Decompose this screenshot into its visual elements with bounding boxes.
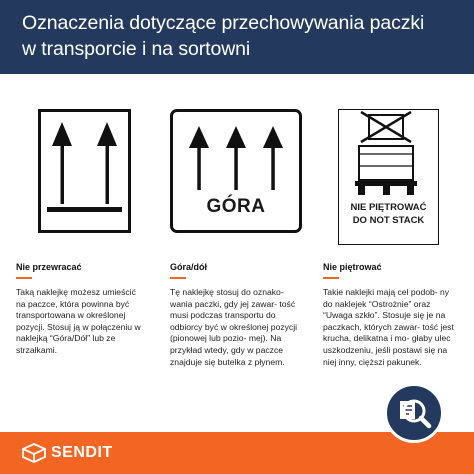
- gora-label: GÓRA: [206, 196, 266, 217]
- do-not-stack-label-pl: NIE PIĘTROWAĆ: [350, 202, 427, 213]
- header-banner: [0, 0, 474, 74]
- column-text: Takie naklejki mają cel podob- ny do naklejek “Ostrożnie” oraz “Uwaga szkło”. Stosuje się je na paczkach, których zawar- tość jest krucha, delikatna i mo- głaby ulec uszkodzeniu, jeśli postawi się na niej inny, cięższi pakunek.: [323, 287, 454, 367]
- do-not-stack-label: [339, 201, 438, 227]
- column-text: Taką naklejkę możesz umieścić na paczce, która powinna być transportowana w określonej pozycji. Stosuj ją w połączeniu w naklejką “Góra/Dół” lub ze strzałkami.: [16, 287, 141, 355]
- two-arrows-up-icon: [41, 112, 128, 230]
- do-not-stack-sign: [338, 109, 439, 245]
- column-heading: Góra/dół: [170, 262, 208, 272]
- column-heading: Nie piętrować: [323, 262, 382, 272]
- page-title-line-2: w transporcie i na sortowni: [22, 38, 251, 60]
- box-icon: [22, 443, 46, 463]
- magnifier-document-icon: [387, 386, 441, 440]
- page-title-line-1: Oznaczenia dotyczące przechowywania paczki: [22, 12, 425, 34]
- sendit-logo[interactable]: [22, 443, 113, 463]
- stacked-boxes-crossed-icon: [339, 110, 437, 200]
- column-gora-dol: [170, 261, 300, 368]
- do-not-stack-label-en: DO NOT STACK: [352, 215, 425, 226]
- this-side-up-sign: [38, 109, 131, 233]
- heading-underline: [170, 277, 186, 279]
- gora-sign: [170, 109, 302, 233]
- column-nie-przewracac: [16, 261, 146, 357]
- heading-underline: [323, 277, 339, 279]
- column-heading: Nie przewracać: [16, 262, 82, 272]
- heading-underline: [16, 277, 32, 279]
- column-nie-pietrowac: [323, 261, 458, 368]
- search-badge: [384, 383, 444, 443]
- brand-name: SENDIT: [51, 444, 113, 461]
- column-text: Tę naklejkę stosuj do oznako- wania paczki, gdy jej zawar- tość musi podczas transportu do odbiorcy być w określonej pozycji (pionowej lub pozio- mej). Na przykład wtedy, gdy w paczce znajduje się butelka z płynem.: [170, 287, 298, 367]
